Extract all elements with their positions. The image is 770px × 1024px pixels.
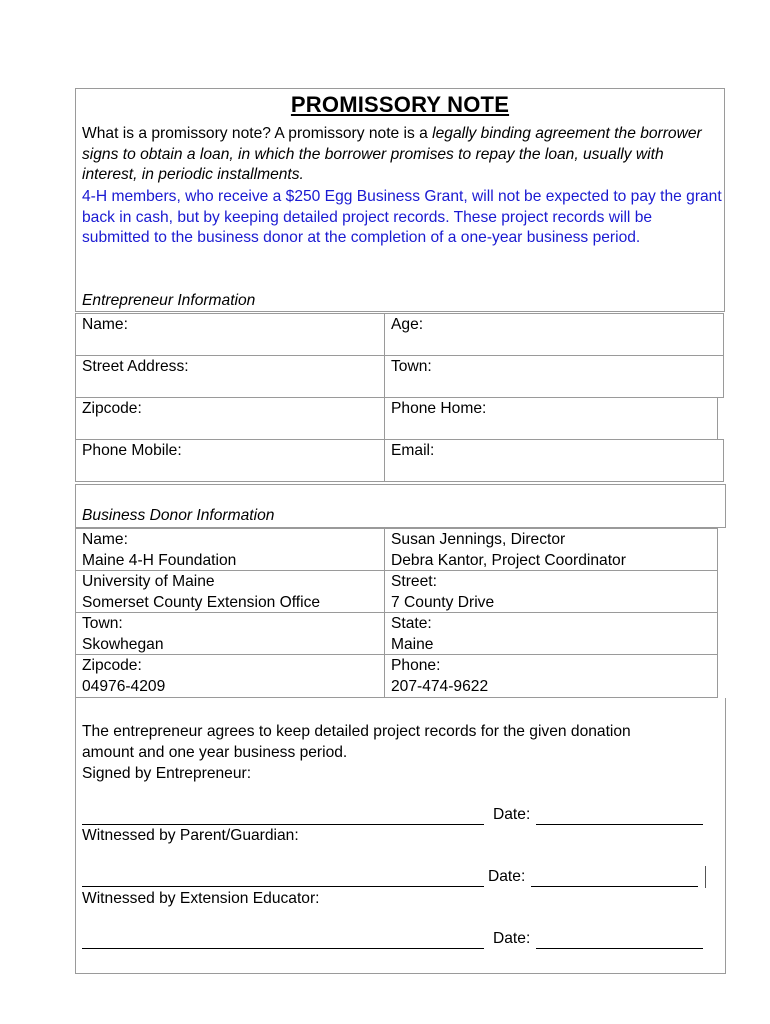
entrepreneur-date-line[interactable] — [536, 824, 703, 825]
parent-date-line[interactable] — [531, 886, 698, 887]
phone-mobile-label: Phone Mobile: — [82, 442, 182, 459]
grant-paragraph: 4-H members, who receive a $250 Egg Business Grant, will not be expected to pay the grant back in cash, but by keeping detailed project records. These project records will be submitted to the business donor at the completion of a one-year business period. — [82, 188, 722, 247]
phone-home-field[interactable] — [384, 397, 718, 440]
phone-mobile-field[interactable] — [75, 439, 385, 482]
zipcode-label: Zipcode: — [82, 400, 142, 417]
email-label: Email: — [391, 442, 435, 459]
donor-phone-value: 207-474-9622 — [391, 677, 489, 695]
donor-name-label: Name: — [82, 531, 128, 548]
donor-row-1-left — [75, 528, 385, 571]
entrepreneur-date-label: Date: — [493, 806, 531, 823]
donor-name-value: Maine 4-H Foundation — [82, 551, 237, 569]
street-address-label: Street Address: — [82, 358, 189, 375]
donor-town-label: Town: — [82, 615, 123, 632]
age-field[interactable] — [384, 313, 724, 356]
donor-coordinator: Debra Kantor, Project Coordinator — [391, 551, 626, 569]
page-title: PROMISSORY NOTE — [290, 92, 510, 117]
parent-signature-line[interactable] — [82, 886, 484, 887]
entrepreneur-section-title: Entrepreneur Information — [82, 292, 256, 309]
phone-home-label: Phone Home: — [391, 400, 487, 417]
donor-university: University of Maine — [82, 573, 215, 590]
donor-street-label: Street: — [391, 573, 437, 590]
name-label: Name: — [82, 316, 128, 333]
donor-zipcode-label: Zipcode: — [82, 657, 142, 674]
donor-street-value: 7 County Drive — [391, 593, 495, 611]
zipcode-field[interactable] — [75, 397, 385, 440]
donor-section-title: Business Donor Information — [82, 507, 275, 524]
intro-paragraph — [82, 124, 722, 186]
donor-director: Susan Jennings, Director — [391, 531, 566, 548]
educator-date-label: Date: — [493, 930, 531, 947]
agreement-text-line-2: amount and one year business period. — [82, 744, 348, 761]
street-address-field[interactable] — [75, 355, 385, 398]
donor-row-3-right — [384, 612, 718, 655]
donor-row-3-left — [75, 612, 385, 655]
donor-zipcode-value: 04976-4209 — [82, 677, 166, 695]
donor-town-value: Skowhegan — [82, 635, 164, 653]
text-cursor-mark — [705, 866, 706, 888]
name-field[interactable] — [75, 313, 385, 356]
town-field[interactable] — [384, 355, 724, 398]
agreement-text-line-1: The entrepreneur agrees to keep detailed project records for the given donation — [82, 723, 631, 740]
email-field[interactable] — [384, 439, 724, 482]
intro-definition: legally binding agreement the borrower signs to obtain a loan, in which the borrower promises to repay the loan, usually with interest, in periodic installments. — [82, 125, 702, 184]
donor-row-2-right — [384, 570, 718, 613]
age-label: Age: — [391, 316, 424, 333]
witnessed-educator-label: Witnessed by Extension Educator: — [82, 890, 320, 907]
educator-signature-line[interactable] — [82, 948, 484, 949]
donor-office: Somerset County Extension Office — [82, 593, 321, 611]
donor-state-value: Maine — [391, 635, 434, 653]
witnessed-parent-label: Witnessed by Parent/Guardian: — [82, 827, 299, 844]
donor-row-4-left — [75, 654, 385, 698]
intro-question: What is a promissory note? A promissory note is a — [82, 125, 433, 142]
donor-row-1-right — [384, 528, 718, 571]
donor-state-label: State: — [391, 615, 432, 632]
donor-phone-label: Phone: — [391, 657, 441, 674]
donor-row-2-left — [75, 570, 385, 613]
donor-row-4-right — [384, 654, 718, 698]
entrepreneur-signature-line[interactable] — [82, 824, 484, 825]
town-label: Town: — [391, 358, 432, 375]
educator-date-line[interactable] — [536, 948, 703, 949]
signed-by-entrepreneur-label: Signed by Entrepreneur: — [82, 765, 252, 782]
parent-date-label: Date: — [488, 868, 526, 885]
